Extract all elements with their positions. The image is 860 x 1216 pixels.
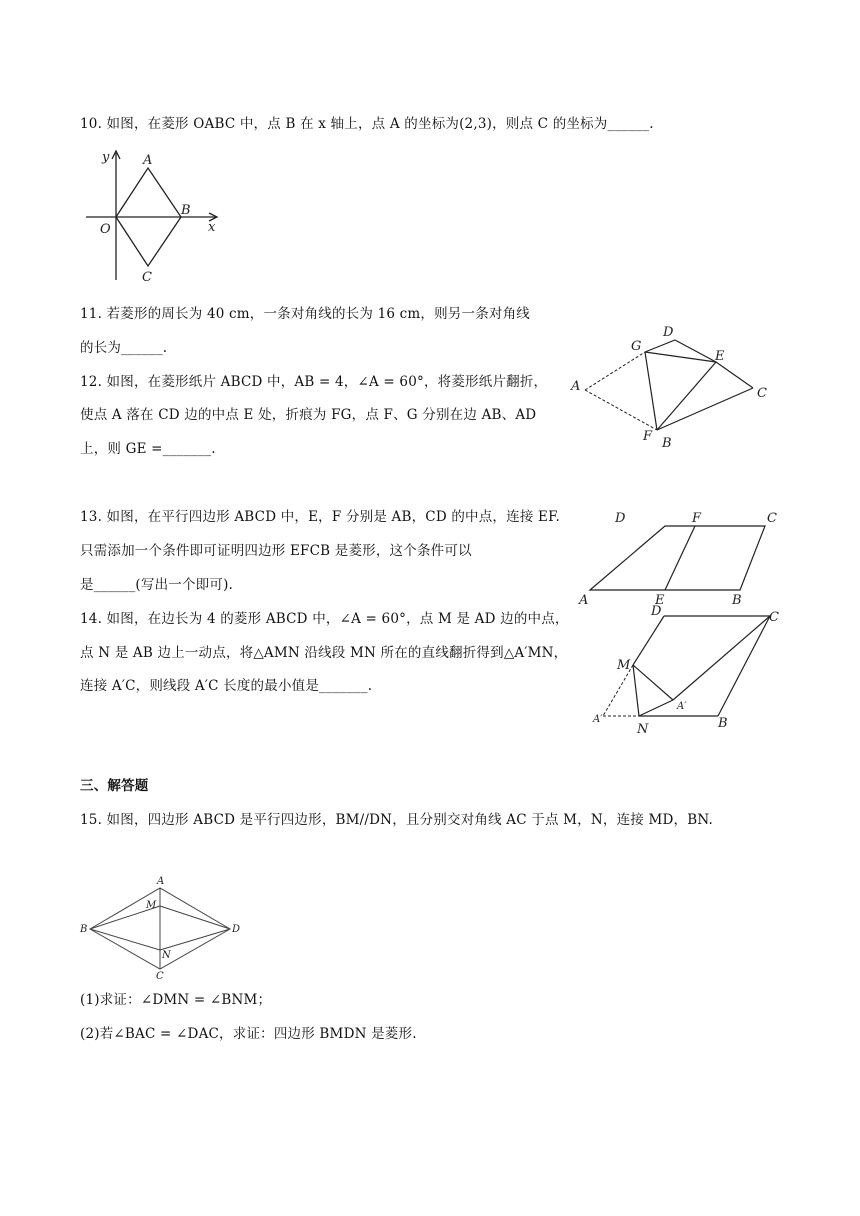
segment-m-n xyxy=(633,665,639,716)
label-c: C xyxy=(769,610,779,625)
label-d: D xyxy=(615,511,626,526)
segment-n-a1 xyxy=(639,700,673,716)
q14-line2: 点 N 是 AB 边上一动点，将△AMN 沿线段 MN 所在的直线翻折得到△A′MN， xyxy=(80,645,568,661)
edge-b-c xyxy=(657,388,753,430)
q12-line2: 使点 A 落在 CD 边的中点 E 处，折痕为 FG，点 F、G 分别在边 AB、AD xyxy=(80,407,537,423)
label-x: x xyxy=(208,220,216,235)
q15-part2: (2)若∠BAC = ∠DAC，求证：四边形 BMDN 是菱形. xyxy=(80,1026,417,1042)
label-e: E xyxy=(715,349,725,364)
label-e: E xyxy=(655,593,665,608)
q13-line1: 13. 如图，在平行四边形 ABCD 中，E，F 分别是 AB，CD 的中点，连接 EF. xyxy=(80,509,561,525)
segment-a1-c xyxy=(673,616,770,700)
q12-line3: 上，则 GE =_______. xyxy=(80,441,216,457)
segment-ef xyxy=(665,526,695,590)
label-n: N xyxy=(162,950,171,961)
q11-line1: 11. 若菱形的周长为 40 cm，一条对角线的长为 16 cm，则另一条对角线 xyxy=(80,306,531,322)
label-d: D xyxy=(651,604,662,619)
label-g: G xyxy=(631,339,642,354)
label-d: D xyxy=(663,325,674,340)
q13-figure xyxy=(575,508,790,608)
label-b: B xyxy=(662,436,672,451)
label-c: C xyxy=(757,386,767,401)
q15-part1: (1)求证：∠DMN = ∠BNM； xyxy=(80,992,272,1008)
label-c: C xyxy=(142,270,152,285)
label-c: C xyxy=(767,511,777,526)
label-n: N xyxy=(637,722,649,737)
label-f: F xyxy=(643,429,653,444)
label-b: B xyxy=(732,593,742,608)
q12-figure xyxy=(565,318,785,453)
label-b: B xyxy=(718,716,728,731)
q11-line2: 的长为______. xyxy=(80,340,168,356)
label-a-prime-dashed: A′ xyxy=(593,714,603,725)
label-a: A xyxy=(579,593,589,608)
dashed-a-g xyxy=(585,352,645,390)
edge-d-m xyxy=(633,616,664,665)
label-a-prime: A′ xyxy=(677,701,687,712)
label-a: A xyxy=(143,153,153,168)
label-m: M xyxy=(617,658,631,673)
edge-c-b xyxy=(718,616,770,716)
label-a: A xyxy=(157,876,165,887)
q15-figure xyxy=(78,870,258,980)
label-b: B xyxy=(80,924,88,935)
dashed-a-f xyxy=(585,390,657,430)
q14-line1: 14. 如图，在边长为 4 的菱形 ABCD 中，∠A = 60°，点 M 是 AD 边的中点， xyxy=(80,611,569,627)
section-heading: 三、解答题 xyxy=(80,778,149,794)
crease-e-f xyxy=(657,362,716,430)
label-b: B xyxy=(181,203,191,218)
q10-figure xyxy=(80,145,230,285)
label-o: O xyxy=(100,222,111,237)
label-m: M xyxy=(146,900,157,911)
segment-m-d xyxy=(160,906,230,929)
segment-b-n xyxy=(90,929,160,950)
segment-g-e xyxy=(645,352,716,362)
label-y: y xyxy=(102,150,110,165)
segment-n-d xyxy=(160,929,230,950)
q13-line3: 是______(写出一个即可). xyxy=(80,577,234,593)
label-c: C xyxy=(156,971,164,982)
label-f: F xyxy=(692,511,702,526)
label-d: D xyxy=(232,924,241,935)
q15-line1: 15. 如图，四边形 ABCD 是平行四边形，BM//DN，且分别交对角线 AC 于点 M，N，连接 MD，BN. xyxy=(80,812,713,828)
crease-f-g xyxy=(645,352,657,430)
label-a: A xyxy=(571,379,581,394)
q13-line2: 只需添加一个条件即可证明四边形 EFCB 是菱形，这个条件可以 xyxy=(80,543,472,559)
q14-line3: 连接 A′C，则线段 A′C 长度的最小值是_______. xyxy=(80,678,373,694)
q12-line1: 12. 如图，在菱形纸片 ABCD 中，AB = 4，∠A = 60°，将菱形纸片翻折， xyxy=(80,374,548,390)
q14-figure xyxy=(585,605,790,740)
segment-m-a1 xyxy=(633,665,673,700)
parallelogram-abcd xyxy=(590,526,765,590)
q10-text: 10. 如图，在菱形 OABC 中，点 B 在 x 轴上，点 A 的坐标为(2,3)，则点 C 的坐标为______. xyxy=(80,116,654,132)
